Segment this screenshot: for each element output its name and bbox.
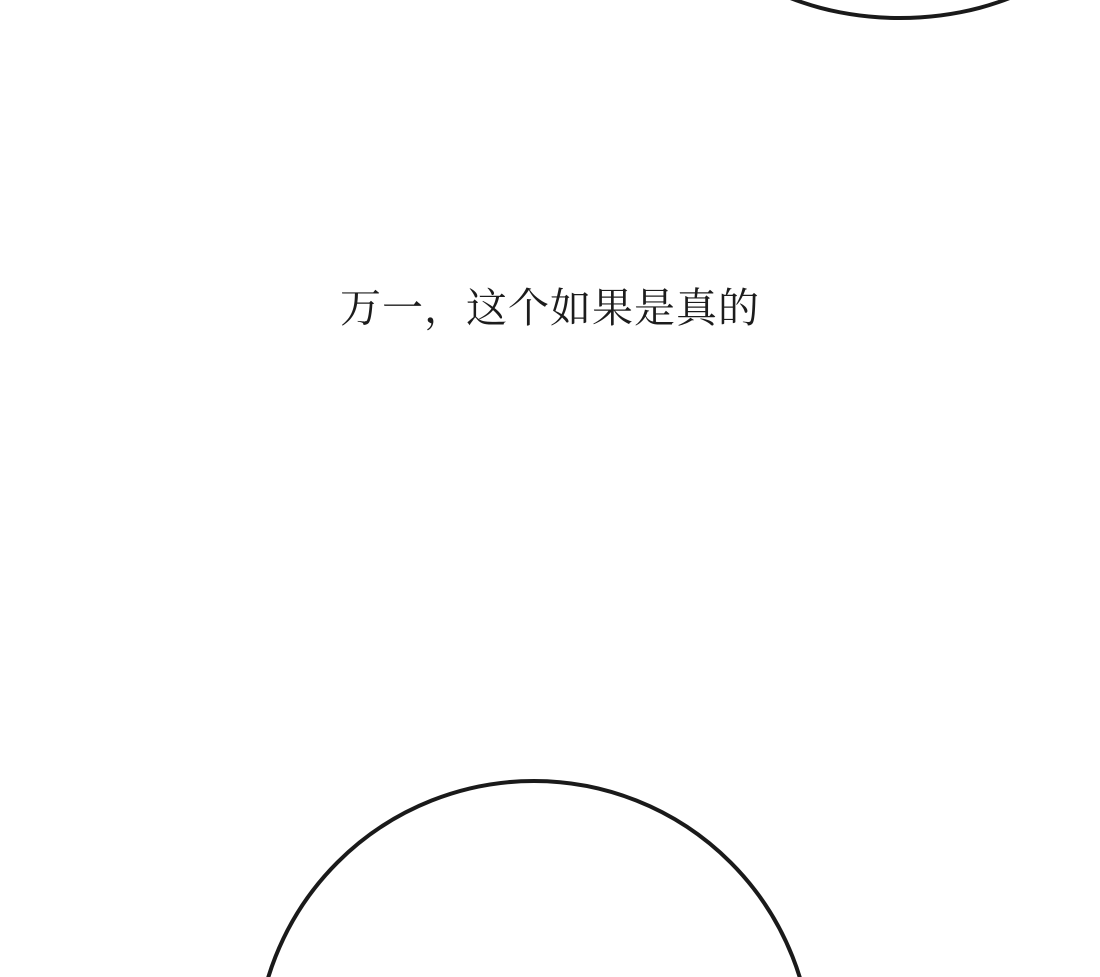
speech-bubble-outline-bottom-icon	[254, 779, 814, 977]
speech-bubble-outline-top-icon	[690, 0, 1100, 20]
dialogue-text: 万一，这个如果是真的	[340, 284, 760, 332]
